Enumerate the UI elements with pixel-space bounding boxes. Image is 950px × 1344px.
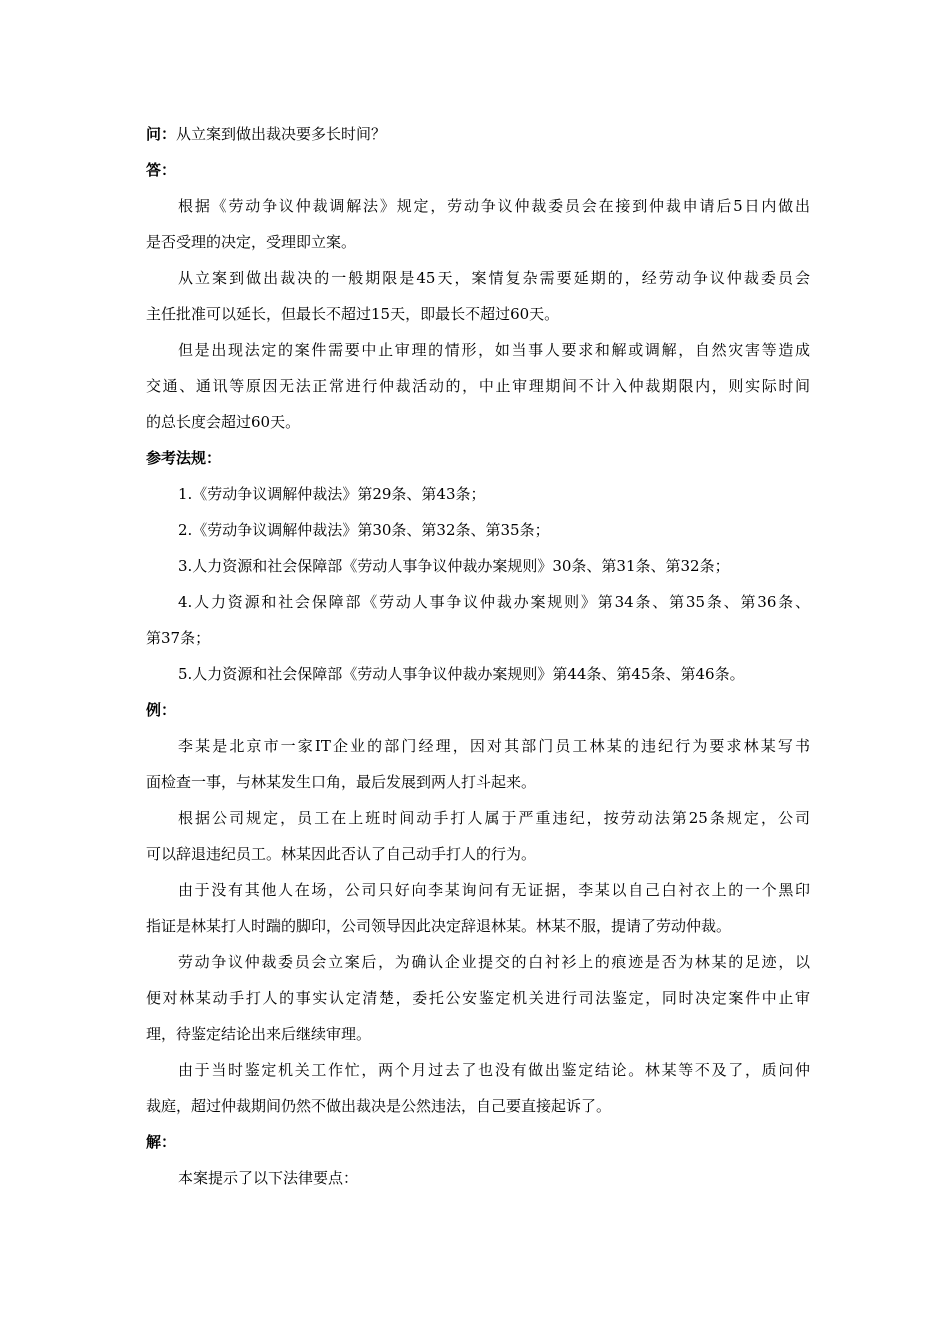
example-paragraph [146, 944, 810, 1052]
paragraph-line: 裁庭，超过仲裁期间仍然不做出裁决是公然违法，自己要直接起诉了。 [146, 1097, 612, 1115]
solution-paragraph: 本案提示了以下法律要点： [178, 1169, 359, 1187]
example-paragraph [146, 872, 810, 944]
reference-item: 1.《劳动争议调解仲裁法》第29条、第43条； [178, 485, 486, 503]
references-heading: 参考法规： [146, 449, 222, 467]
question-line [146, 116, 810, 152]
paragraph-line: 的总长度会超过60天。 [146, 413, 301, 431]
answer-paragraph [146, 260, 810, 332]
paragraph-line: 可以辞退违纪员工。林某因此否认了自己动手打人的行为。 [146, 845, 537, 863]
reference-item: 2.《劳动争议调解仲裁法》第30条、第32条、第35条； [178, 521, 550, 539]
paragraph-line: 李某是北京市一家IT企业的部门经理，因对其部门员工林某的违纪行为要求林某写书 [178, 737, 810, 755]
example-paragraph [146, 728, 810, 800]
example-paragraph [146, 800, 810, 872]
solution-heading: 解： [146, 1133, 177, 1151]
paragraph-line: 由于当时鉴定机关工作忙，两个月过去了也没有做出鉴定结论。林某等不及了，质问仲 [178, 1061, 810, 1079]
question-label: 问： [146, 125, 177, 143]
question-text: 从立案到做出裁决要多长时间？ [176, 125, 387, 143]
paragraph-line: 由于没有其他人在场，公司只好向李某询问有无证据，李某以自己白衬衣上的一个黑印 [178, 881, 810, 899]
document-content [146, 116, 810, 1196]
paragraph-line: 但是出现法定的案件需要中止审理的情形，如当事人要求和解或调解，自然灾害等造成 [178, 341, 810, 359]
paragraph-line: 主任批准可以延长，但最长不超过15天，即最长不超过60天。 [146, 305, 560, 323]
paragraph-line: 劳动争议仲裁委员会立案后，为确认企业提交的白衬衫上的痕迹是否为林某的足迹，以 [178, 953, 810, 971]
paragraph-line: 指证是林某打人时踹的脚印，公司领导因此决定辞退林某。林某不服，提请了劳动仲裁。 [146, 917, 732, 935]
paragraph-line: 便对林某动手打人的事实认定清楚，委托公安鉴定机关进行司法鉴定，同时决定案件中止审 [146, 989, 810, 1007]
reference-item: 3.人力资源和社会保障部《劳动人事争议仲裁办案规则》30条、第31条、第32条； [178, 557, 730, 575]
example-heading: 例： [146, 701, 177, 719]
paragraph-line: 是否受理的决定，受理即立案。 [146, 233, 357, 251]
answer-paragraph [146, 332, 810, 440]
paragraph-line: 根据公司规定，员工在上班时间动手打人属于严重违纪，按劳动法第25条规定，公司 [178, 809, 810, 827]
answer-paragraph [146, 188, 810, 260]
paragraph-line: 面检查一事，与林某发生口角，最后发展到两人打斗起来。 [146, 773, 537, 791]
reference-item [146, 584, 810, 656]
example-paragraph [146, 1052, 810, 1124]
paragraph-line: 从立案到做出裁决的一般期限是45天，案情复杂需要延期的，经劳动争议仲裁委员会 [178, 269, 810, 287]
reference-line: 第37条； [146, 629, 211, 647]
paragraph-line: 根据《劳动争议仲裁调解法》规定，劳动争议仲裁委员会在接到仲裁申请后5日内做出 [178, 197, 810, 215]
reference-line: 4.人力资源和社会保障部《劳动人事争议仲裁办案规则》第34条、第35条、第36条、 [178, 593, 810, 611]
reference-item: 5.人力资源和社会保障部《劳动人事争议仲裁办案规则》第44条、第45条、第46条。 [178, 665, 745, 683]
answer-heading: 答： [146, 161, 177, 179]
paragraph-line: 理，待鉴定结论出来后继续审理。 [146, 1025, 372, 1043]
paragraph-line: 交通、通讯等原因无法正常进行仲裁活动的，中止审理期间不计入仲裁期限内，则实际时间 [146, 377, 810, 395]
